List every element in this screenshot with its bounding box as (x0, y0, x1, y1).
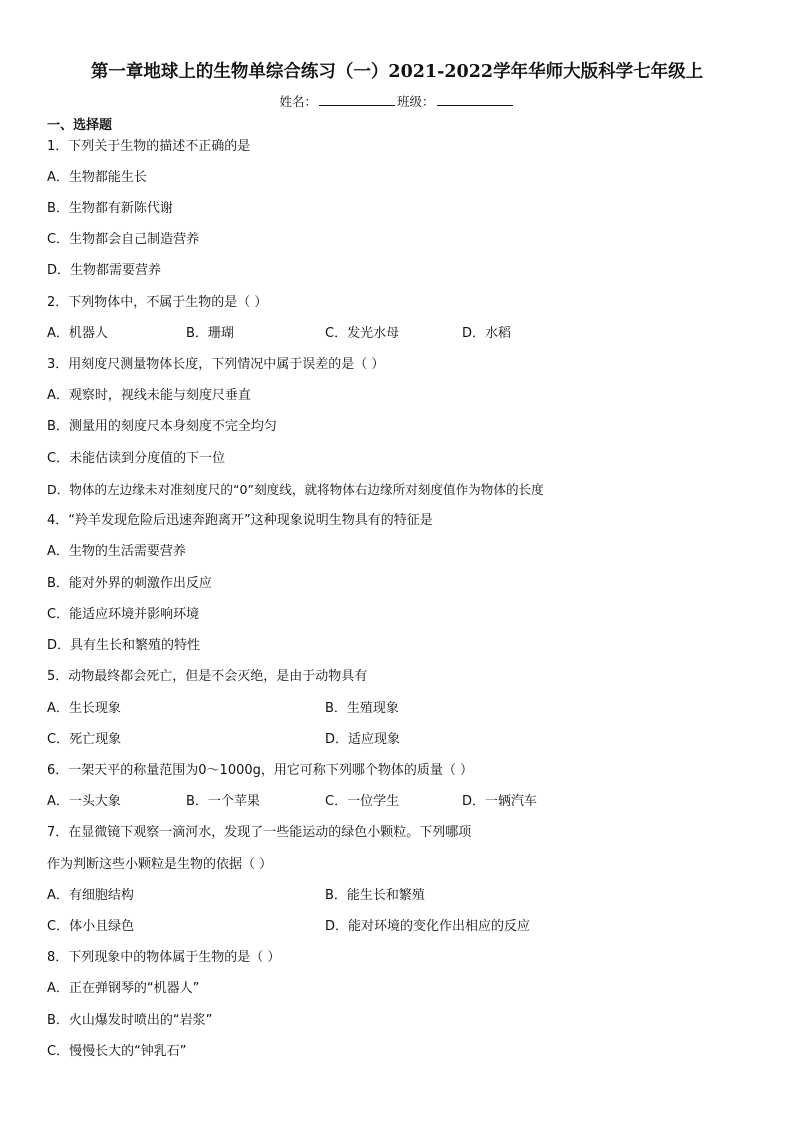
option[interactable]: C．一位学生 (325, 794, 400, 809)
option[interactable]: B．火山爆发时喷出的“岩浆” (47, 1013, 213, 1028)
section-heading: 一、选择题 (47, 118, 113, 133)
question-stem: 5．动物最终都会死亡，但是不会灭绝，是由于动物具有 (47, 669, 368, 684)
page-title: 第一章地球上的生物单综合练习（一）2021-2022学年华师大版科学七年级上 (90, 62, 704, 82)
option[interactable]: A．有细胞结构 (47, 888, 134, 903)
option[interactable]: C．能适应环境并影响环境 (47, 607, 200, 622)
option[interactable]: D．适应现象 (325, 732, 401, 747)
student-info-line (0, 92, 794, 110)
option[interactable]: B．能生长和繁殖 (325, 888, 425, 903)
name-label: 姓名： (279, 94, 317, 109)
option[interactable]: D．具有生长和繁殖的特性 (47, 638, 201, 653)
option[interactable]: D．物体的左边缘未对准刻度尺的“0”刻度线，就将物体右边缘所对刻度值作为物体的长度 (47, 482, 544, 497)
question-stem: 7．在显微镜下观察一滴河水，发现了一些能运动的绿色小颗粒。下列哪项 (47, 825, 472, 840)
option[interactable]: A．观察时，视线未能与刻度尺垂直 (47, 388, 251, 403)
option[interactable]: C．死亡现象 (47, 732, 122, 747)
option[interactable]: B．珊瑚 (186, 326, 234, 341)
question-stem: 8．下列现象中的物体属于生物的是（ ） (47, 950, 281, 965)
question-stem: 2．下列物体中，不属于生物的是（ ） (47, 295, 268, 310)
option[interactable]: C．未能估读到分度值的下一位 (47, 451, 226, 466)
option[interactable]: A．生物的生活需要营养 (47, 544, 186, 559)
class-blank[interactable] (437, 93, 513, 106)
name-blank[interactable] (319, 93, 395, 106)
option[interactable]: A．机器人 (47, 326, 108, 341)
option[interactable]: D．生物都需要营养 (47, 263, 162, 278)
option[interactable]: D．一辆汽车 (462, 794, 538, 809)
question-stem-continued: 作为判断这些小颗粒是生物的依据（ ） (47, 857, 273, 872)
option[interactable]: B．能对外界的刺激作出反应 (47, 576, 212, 591)
option[interactable]: D．水稻 (462, 326, 512, 341)
option[interactable]: B．一个苹果 (186, 794, 260, 809)
option[interactable]: C．发光水母 (325, 326, 400, 341)
question-stem: 6．一架天平的称量范围为0～1000g，用它可称下列哪个物体的质量（ ） (47, 763, 474, 778)
option[interactable]: C．慢慢长大的“钟乳石” (47, 1044, 187, 1059)
option[interactable]: B．测量用的刻度尺本身刻度不完全均匀 (47, 419, 277, 434)
option[interactable]: D．能对环境的变化作出相应的反应 (325, 919, 531, 934)
option[interactable]: C．生物都会自己制造营养 (47, 232, 200, 247)
option[interactable]: B．生殖现象 (325, 701, 399, 716)
question-stem: 4．“羚羊发现危险后迅速奔跑离开”这种现象说明生物具有的特征是 (47, 513, 433, 528)
option[interactable]: A．生物都能生长 (47, 170, 147, 185)
option[interactable]: A．正在弹钢琴的“机器人” (47, 981, 200, 996)
question-stem: 1．下列关于生物的描述不正确的是 (47, 139, 251, 154)
option[interactable]: C．体小且绿色 (47, 919, 135, 934)
option[interactable]: B．生物都有新陈代谢 (47, 201, 173, 216)
option[interactable]: A．一头大象 (47, 794, 121, 809)
question-stem: 3．用刻度尺测量物体长度，下列情况中属于误差的是（ ） (47, 357, 385, 372)
option[interactable]: A．生长现象 (47, 701, 121, 716)
class-label: 班级： (397, 94, 435, 109)
